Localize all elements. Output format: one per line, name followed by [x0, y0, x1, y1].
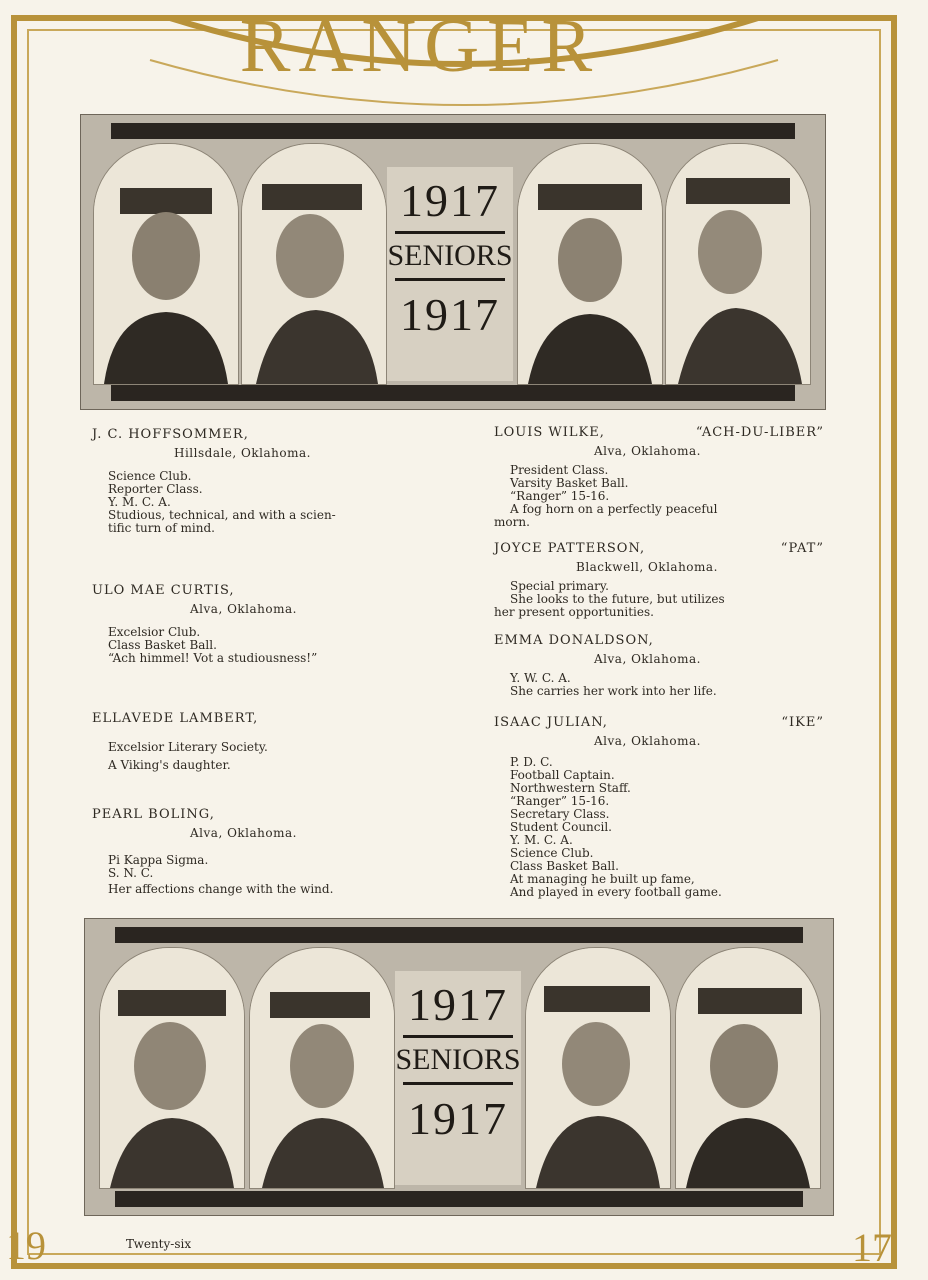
senior-hometown: Blackwell, Oklahoma. [576, 560, 718, 574]
senior-activity: “Ranger” 15-16. [510, 489, 610, 503]
senior-name: LOUIS WILKE, [494, 425, 605, 440]
class-of-1917-panel [395, 971, 521, 1185]
senior-name: ISAAC JULIAN, [494, 715, 608, 730]
senior-portrait-patterson [665, 143, 811, 385]
senior-motto: She carries her work into her life. [510, 684, 717, 698]
senior-motto: tific turn of mind. [108, 521, 215, 535]
senior-nickname: “IKE” [781, 715, 824, 730]
senior-activity: Excelsior Literary Society. [108, 740, 268, 754]
senior-name: ELLAVEDE LAMBERT, [92, 711, 259, 726]
senior-activity: Reporter Class. [108, 482, 203, 496]
senior-activity: Y. M. C. A. [108, 495, 171, 509]
class-year-top: 1917 [400, 175, 500, 226]
panel-rule [395, 231, 505, 234]
senior-portrait-wilke [517, 143, 663, 385]
senior-name: PEARL BOLING, [92, 807, 215, 822]
senior-hometown: Alva, Oklahoma. [190, 826, 297, 840]
senior-entry [92, 428, 422, 535]
senior-motto: her present opportunities. [494, 605, 654, 619]
panel-rule [403, 1082, 513, 1085]
panel-rule [395, 278, 505, 281]
senior-hometown: Alva, Oklahoma. [594, 444, 701, 458]
senior-motto: She looks to the future, but utilizes [510, 592, 725, 606]
class-year-top: 1917 [408, 979, 508, 1030]
strip-frame-bar [111, 123, 795, 139]
senior-activity: P. D. C. [510, 755, 553, 769]
class-label: SENIORS [395, 1043, 521, 1076]
senior-activity: Excelsior Club. [108, 625, 201, 639]
senior-portrait-lower-4 [675, 947, 821, 1189]
senior-activity: Special primary. [510, 579, 609, 593]
senior-motto: A Viking's daughter. [108, 758, 231, 772]
senior-name: JOYCE PATTERSON, [494, 541, 646, 556]
senior-portrait-hoffsommer [93, 143, 239, 385]
senior-portrait-lower-1 [99, 947, 245, 1189]
senior-activity: Northwestern Staff. [510, 781, 631, 795]
corner-year-left: 19 [6, 1223, 46, 1268]
strip-frame-bar [111, 385, 795, 401]
senior-activity: Science Club. [510, 846, 594, 860]
class-of-1917-panel [387, 167, 513, 381]
senior-hometown: Alva, Oklahoma. [594, 734, 701, 748]
senior-hometown: Alva, Oklahoma. [594, 652, 701, 666]
senior-activity: S. N. C. [108, 866, 154, 880]
senior-motto: morn. [494, 515, 530, 529]
senior-entry [92, 584, 422, 665]
senior-portrait-lower-3 [525, 947, 671, 1189]
senior-activity: Football Captain. [510, 768, 615, 782]
senior-entry [494, 426, 824, 529]
strip-frame-bar [115, 927, 803, 943]
class-year-bottom: 1917 [400, 289, 500, 340]
senior-activity: Science Club. [108, 469, 192, 483]
senior-activity: Student Council. [510, 820, 612, 834]
senior-photo-strip-bottom [84, 918, 834, 1216]
class-year-bottom: 1917 [408, 1093, 508, 1144]
senior-activity: Y. W. C. A. [510, 671, 571, 685]
senior-activity: Class Basket Ball. [108, 638, 217, 652]
senior-name: ULO MAE CURTIS, [92, 583, 235, 598]
page-folio: Twenty-six [126, 1237, 192, 1251]
senior-entry [494, 716, 824, 899]
senior-entry [92, 808, 422, 896]
yearbook-masthead: RANGER [239, 4, 601, 88]
senior-motto: And played in every football game. [510, 885, 722, 899]
senior-motto: “Ach himmel! Vot a studiousness!” [108, 651, 318, 665]
senior-motto: Studious, technical, and with a scien- [108, 508, 336, 522]
senior-activity: “Ranger” 15-16. [510, 794, 610, 808]
senior-activity: Secretary Class. [510, 807, 610, 821]
senior-name: J. C. HOFFSOMMER, [92, 427, 249, 442]
senior-motto: A fog horn on a perfectly peaceful [510, 502, 718, 516]
senior-hometown: Hillsdale, Oklahoma. [174, 446, 311, 460]
corner-year-right: 17 [852, 1225, 892, 1270]
senior-nickname: “PAT” [780, 541, 824, 556]
senior-name: EMMA DONALDSON, [494, 633, 654, 648]
strip-frame-bar [115, 1191, 803, 1207]
senior-motto: Her affections change with the wind. [108, 882, 334, 896]
senior-photo-strip-top [80, 114, 826, 410]
senior-activity: Varsity Basket Ball. [510, 476, 629, 490]
senior-activity: Y. M. C. A. [510, 833, 573, 847]
senior-activity: Class Basket Ball. [510, 859, 619, 873]
class-label: SENIORS [387, 239, 513, 272]
senior-activity: President Class. [510, 463, 609, 477]
senior-entry [92, 712, 422, 772]
senior-hometown: Alva, Oklahoma. [190, 602, 297, 616]
panel-rule [403, 1035, 513, 1038]
senior-motto: At managing he built up fame, [510, 872, 695, 886]
senior-entry [494, 542, 824, 619]
senior-portrait-lower-2 [249, 947, 395, 1189]
senior-entry [494, 634, 824, 698]
senior-activity: Pi Kappa Sigma. [108, 853, 209, 867]
senior-portrait-curtis [241, 143, 387, 385]
senior-nickname: “ACH-DU-LIBER” [695, 425, 824, 440]
